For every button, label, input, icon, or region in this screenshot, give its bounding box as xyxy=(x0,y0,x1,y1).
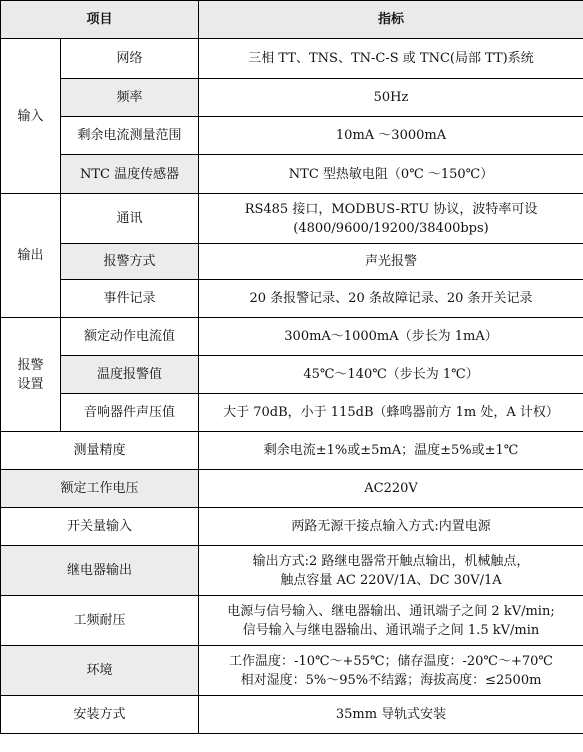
row-name-rated-voltage: 额定工作电压 xyxy=(1,470,199,508)
header-item: 项目 xyxy=(1,1,199,39)
row-value-environment-line1: 工作温度：-10℃～+55℃；储存温度：-20℃～+70℃ xyxy=(229,653,553,669)
row-name-accuracy: 测量精度 xyxy=(1,432,199,470)
row-value-rated-voltage: AC220V xyxy=(199,470,583,508)
table-row xyxy=(1,508,583,546)
row-value-sound-pressure: 大于 70dB，小于 115dB（蜂鸣器前方 1m 处，A 计权） xyxy=(199,394,583,432)
row-value-power-freq-withstand xyxy=(199,596,583,646)
group-label-alarm-setting xyxy=(1,318,61,432)
table-row xyxy=(1,696,583,734)
group-label-alarm-setting-line2: 设置 xyxy=(17,376,44,392)
table-row xyxy=(1,470,583,508)
group-label-input: 输入 xyxy=(1,39,61,194)
row-value-communication-line1: RS485 接口，MODBUS-RTU 协议，波特率可设 xyxy=(244,201,538,217)
row-name-communication: 通讯 xyxy=(61,194,199,244)
table-row xyxy=(1,596,583,646)
row-value-temp-alarm: 45℃～140℃（步长为 1℃） xyxy=(199,356,583,394)
row-value-installation: 35mm 导轨式安装 xyxy=(199,696,583,734)
row-value-residual-range: 10mA ～3000mA xyxy=(199,117,583,155)
row-name-relay-output: 继电器输出 xyxy=(1,546,199,596)
table-row xyxy=(1,394,583,432)
row-name-rated-trip-current: 额定动作电流值 xyxy=(61,318,199,356)
row-value-accuracy: 剩余电流±1%或±5mA；温度±5%或±1℃ xyxy=(199,432,583,470)
row-value-environment-line2: 相对湿度：5%～95%不结露；海拔高度：≤2500m xyxy=(240,672,542,688)
row-value-communication xyxy=(199,194,583,244)
row-name-sound-pressure: 音响器件声压值 xyxy=(61,394,199,432)
row-name-environment: 环境 xyxy=(1,646,199,696)
row-name-frequency: 频率 xyxy=(61,79,199,117)
table-row xyxy=(1,194,583,244)
row-value-switch-input: 两路无源干接点输入方式:内置电源 xyxy=(199,508,583,546)
row-value-environment xyxy=(199,646,583,696)
table-row xyxy=(1,546,583,596)
table-header-row xyxy=(1,1,583,39)
row-name-power-freq-withstand: 工频耐压 xyxy=(1,596,199,646)
row-value-relay-output-line1: 输出方式:2 路继电器常开触点输出，机械触点， xyxy=(252,553,530,569)
row-value-alarm-mode: 声光报警 xyxy=(199,244,583,280)
row-value-relay-output-line2: 触点容量 AC 220V/1A、DC 30V/1A xyxy=(280,572,502,588)
row-name-ntc-sensor: NTC 温度传感器 xyxy=(61,155,199,194)
table-row xyxy=(1,646,583,696)
row-value-power-freq-withstand-line2: 信号输入与继电器输出、通讯端子之间 1.5 kV/min xyxy=(242,622,540,638)
row-name-residual-range: 剩余电流测量范围 xyxy=(61,117,199,155)
row-name-event-log: 事件记录 xyxy=(61,280,199,318)
table-row xyxy=(1,79,583,117)
row-name-temp-alarm: 温度报警值 xyxy=(61,356,199,394)
table-row xyxy=(1,318,583,356)
row-name-switch-input: 开关量输入 xyxy=(1,508,199,546)
table-row xyxy=(1,356,583,394)
row-value-event-log: 20 条报警记录、20 条故障记录、20 条开关记录 xyxy=(199,280,583,318)
row-value-network: 三相 TT、TNS、TN-C-S 或 TNC(局部 TT)系统 xyxy=(199,39,583,79)
row-name-installation: 安装方式 xyxy=(1,696,199,734)
group-label-alarm-setting-line1: 报警 xyxy=(17,357,44,373)
table-row xyxy=(1,117,583,155)
header-spec: 指标 xyxy=(199,1,583,39)
row-value-ntc-sensor: NTC 型热敏电阻（0℃ ～150℃） xyxy=(199,155,583,194)
row-value-power-freq-withstand-line1: 电源与信号输入、继电器输出、通讯端子之间 2 kV/min; xyxy=(227,603,555,619)
row-value-frequency: 50Hz xyxy=(199,79,583,117)
row-name-network: 网络 xyxy=(61,39,199,79)
table-row xyxy=(1,280,583,318)
table-row xyxy=(1,39,583,79)
table-row xyxy=(1,432,583,470)
row-value-relay-output xyxy=(199,546,583,596)
table-row xyxy=(1,155,583,194)
table-row xyxy=(1,244,583,280)
row-value-communication-line2: (4800/9600/19200/38400bps) xyxy=(293,220,489,236)
group-label-output: 输出 xyxy=(1,194,61,318)
row-name-alarm-mode: 报警方式 xyxy=(61,244,199,280)
row-value-rated-trip-current: 300mA～1000mA（步长为 1mA） xyxy=(199,318,583,356)
